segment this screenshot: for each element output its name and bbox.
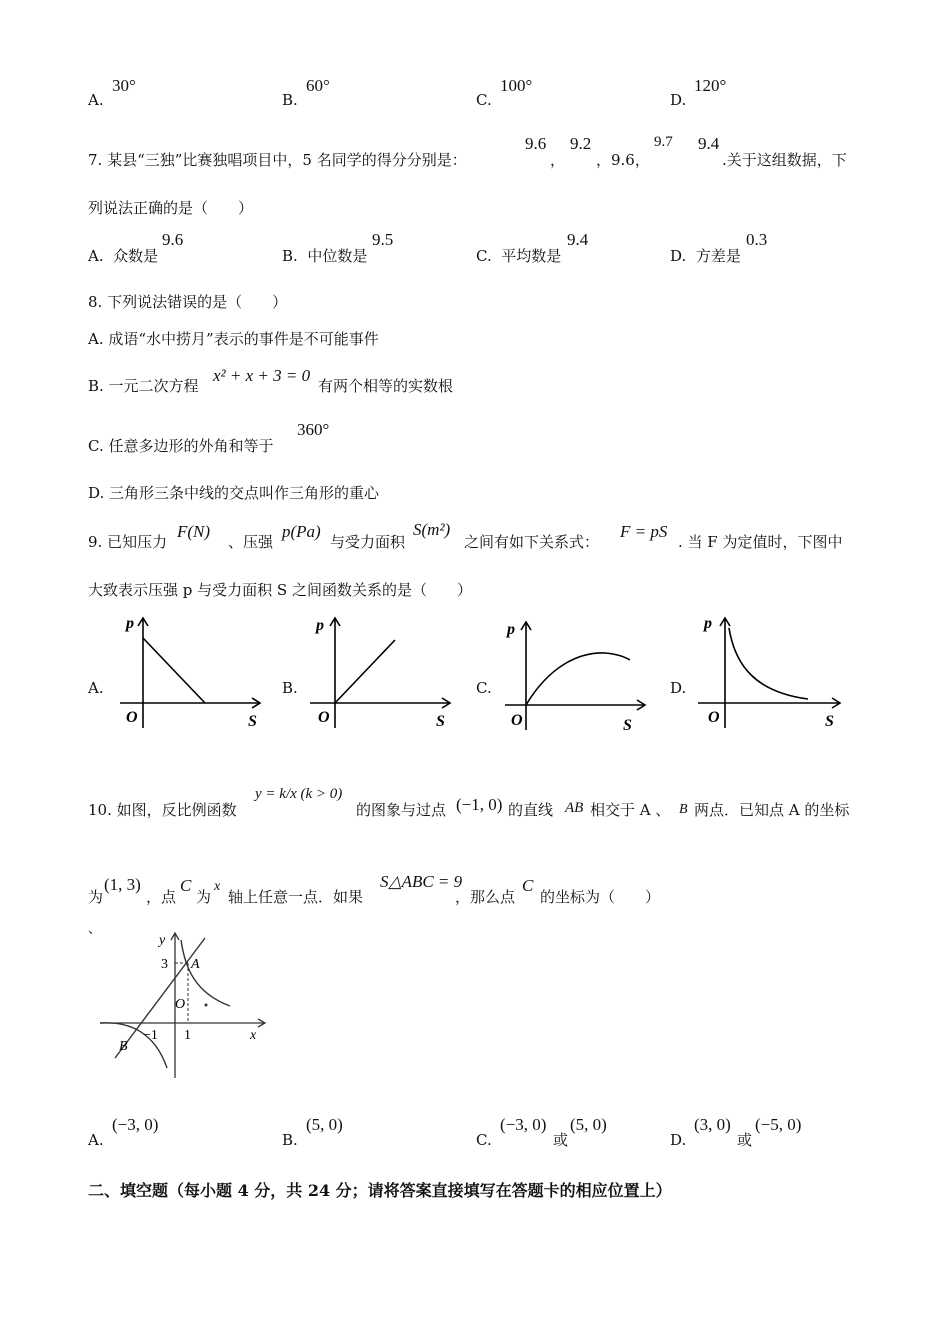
q6-option-c-letter: C. [476,91,492,109]
q8-stem: 8. 下列说法错误的是（ ） [88,293,288,311]
q6-option-a-letter: A. [88,91,104,109]
q9-option-a-letter: A. [88,679,104,697]
y-label: y [159,933,166,948]
decreasing-line [143,638,205,703]
q10-text-3: 的直线 [508,801,554,819]
origin-label: O [318,709,330,726]
q10-line2-e: ，那么点 [455,888,516,906]
q10-figure [95,928,270,1083]
q10-point: (−1, 0) [456,795,503,814]
q7-option-c: C. 平均数是 [476,247,562,265]
q8-option-d: D. 三角形三条中线的交点叫作三角形的重心 [88,484,380,502]
q10-option-c-letter: C. [476,1131,492,1149]
q8-option-c-value: 360° [297,420,330,439]
q10-option-a-letter: A. [88,1131,104,1149]
q10-text-5: 两点．已知点 A 的坐标 [694,801,850,819]
q7-option-a: A. 众数是 [88,247,159,265]
q8-option-c-pre: C. 任意多边形的外角和等于 [88,437,274,455]
q9-text-5: . 当 F 为定值时，下图中 [678,533,843,551]
q10-option-a-value: (−3, 0) [112,1115,159,1134]
q10-function: y = k/x (k > 0) [255,786,343,802]
q9-force: F(N) [177,522,211,541]
q7-option-b: B. 中位数是 [282,247,368,265]
q10-mark: 、 [88,922,102,937]
concave-curve [526,653,630,705]
q10-c2: C [522,876,534,895]
q10-line2-b: ，点 [146,888,177,906]
line-ab [115,938,205,1058]
q9-text-1: 9. 已知压力 [88,533,168,551]
q10-option-d-letter: D. [670,1131,687,1149]
q10-text-1: 10. 如图，反比例函数 [88,801,237,819]
hyperbola-curve [729,628,808,699]
q7-line2: 列说法正确的是（ ） [88,199,254,217]
x-label: x [250,1028,257,1043]
q10-x: x [214,879,221,894]
q9-pressure: p(Pa) [282,522,321,541]
x-label: S [623,717,632,734]
q9-graph-c [495,610,655,735]
q10-option-c-value-1: (−3, 0) [500,1115,547,1134]
q9-graph-b [300,610,460,735]
q9-text-2: 、压强 [228,533,274,551]
q10-line2-c: 为 [196,888,212,906]
q10-c: C [180,876,192,895]
q8-option-b-post: 有两个相等的实数根 [318,377,454,395]
q10-line2-a: 为 [88,888,104,906]
origin-label: O [126,709,138,726]
q7-comma: ， [550,151,566,169]
tick-neg1: −1 [143,1028,158,1043]
increasing-line [335,640,395,703]
q7-option-d-value: 0.3 [746,230,768,249]
q7-score-4: 9.4 [698,134,720,153]
q8-option-a: A. 成语“水中捞月”表示的事件是不可能事件 [88,330,379,348]
q6-option-b-value: 60° [306,76,330,95]
x-label: S [825,713,834,730]
q10-ab: AB [565,800,584,816]
q10-b: B [679,802,688,817]
q6-option-d-letter: D. [670,91,687,109]
q7-score-3: 9.7 [654,134,673,150]
q10-option-d-or: 或 [737,1131,753,1149]
origin-label: O [708,709,720,726]
stray-dot [205,1004,208,1007]
q8-option-b-pre: B. 一元二次方程 [88,377,199,395]
point-a-label: A [191,957,200,972]
y-label: p [507,621,515,638]
q10-option-b-letter: B. [282,1131,298,1149]
q10-line2-f: 的坐标为（ ） [540,888,661,906]
q7-tail: .关于这组数据，下 [722,151,847,169]
q9-line2: 大致表示压强 p 与受力面积 S 之间函数关系的是（ ） [88,581,472,599]
q6-option-b-letter: B. [282,91,298,109]
q10-option-c-value-2: (5, 0) [570,1115,607,1134]
q9-graph-d [690,610,850,735]
q10-area: S△ABC = 9 [380,872,463,891]
q10-option-b-value: (5, 0) [306,1115,343,1134]
q6-option-c-value: 100° [500,76,533,95]
q10-point-a: (1, 3) [104,875,141,894]
q10-option-d-value-1: (3, 0) [694,1115,731,1134]
q9-option-d-letter: D. [670,679,687,697]
y-label: p [316,617,324,634]
q9-formula: F = pS [620,522,668,541]
q7-option-b-value: 9.5 [372,230,394,249]
q7-stem: 7. 某县“三独”比赛独唱项目中，5 名同学的得分分别是： [88,151,467,169]
tick-1: 1 [184,1028,191,1043]
x-label: S [436,713,445,730]
q7-score-1: 9.6 [525,134,547,153]
point-b-label: B [119,1039,128,1054]
q7-mid: ，9.6， [596,151,650,169]
q10-line2-d: 轴上任意一点．如果 [228,888,364,906]
y-label: p [126,615,134,632]
q6-option-a-value: 30° [112,76,136,95]
q9-option-c-letter: C. [476,679,492,697]
q6-option-d-value: 120° [694,76,727,95]
q10-option-d-value-2: (−5, 0) [755,1115,802,1134]
q8-option-b-equation: x² + x + 3 = 0 [213,366,311,385]
y-label: p [704,615,712,632]
q7-option-c-value: 9.4 [567,230,589,249]
q9-text-3: 与受力面积 [330,533,406,551]
x-label: S [248,713,257,730]
section-2-heading: 二、填空题（每小题 4 分，共 24 分；请将答案直接填写在答题卡的相应位置上） [88,1181,672,1200]
q9-area: S(m²) [413,520,451,539]
tick-3: 3 [161,957,168,972]
q7-option-d: D. 方差是 [670,247,741,265]
q9-text-4: 之间有如下关系式： [464,533,600,551]
q9-graph-a [110,610,270,735]
q10-text-4: 相交于 A 、 [590,801,671,819]
origin-label: O [175,997,186,1012]
q10-text-2: 的图象与过点 [356,801,447,819]
q7-option-a-value: 9.6 [162,230,184,249]
q10-option-c-or: 或 [553,1131,569,1149]
q9-option-b-letter: B. [282,679,298,697]
origin-label: O [511,712,523,729]
q7-score-2: 9.2 [570,134,592,153]
